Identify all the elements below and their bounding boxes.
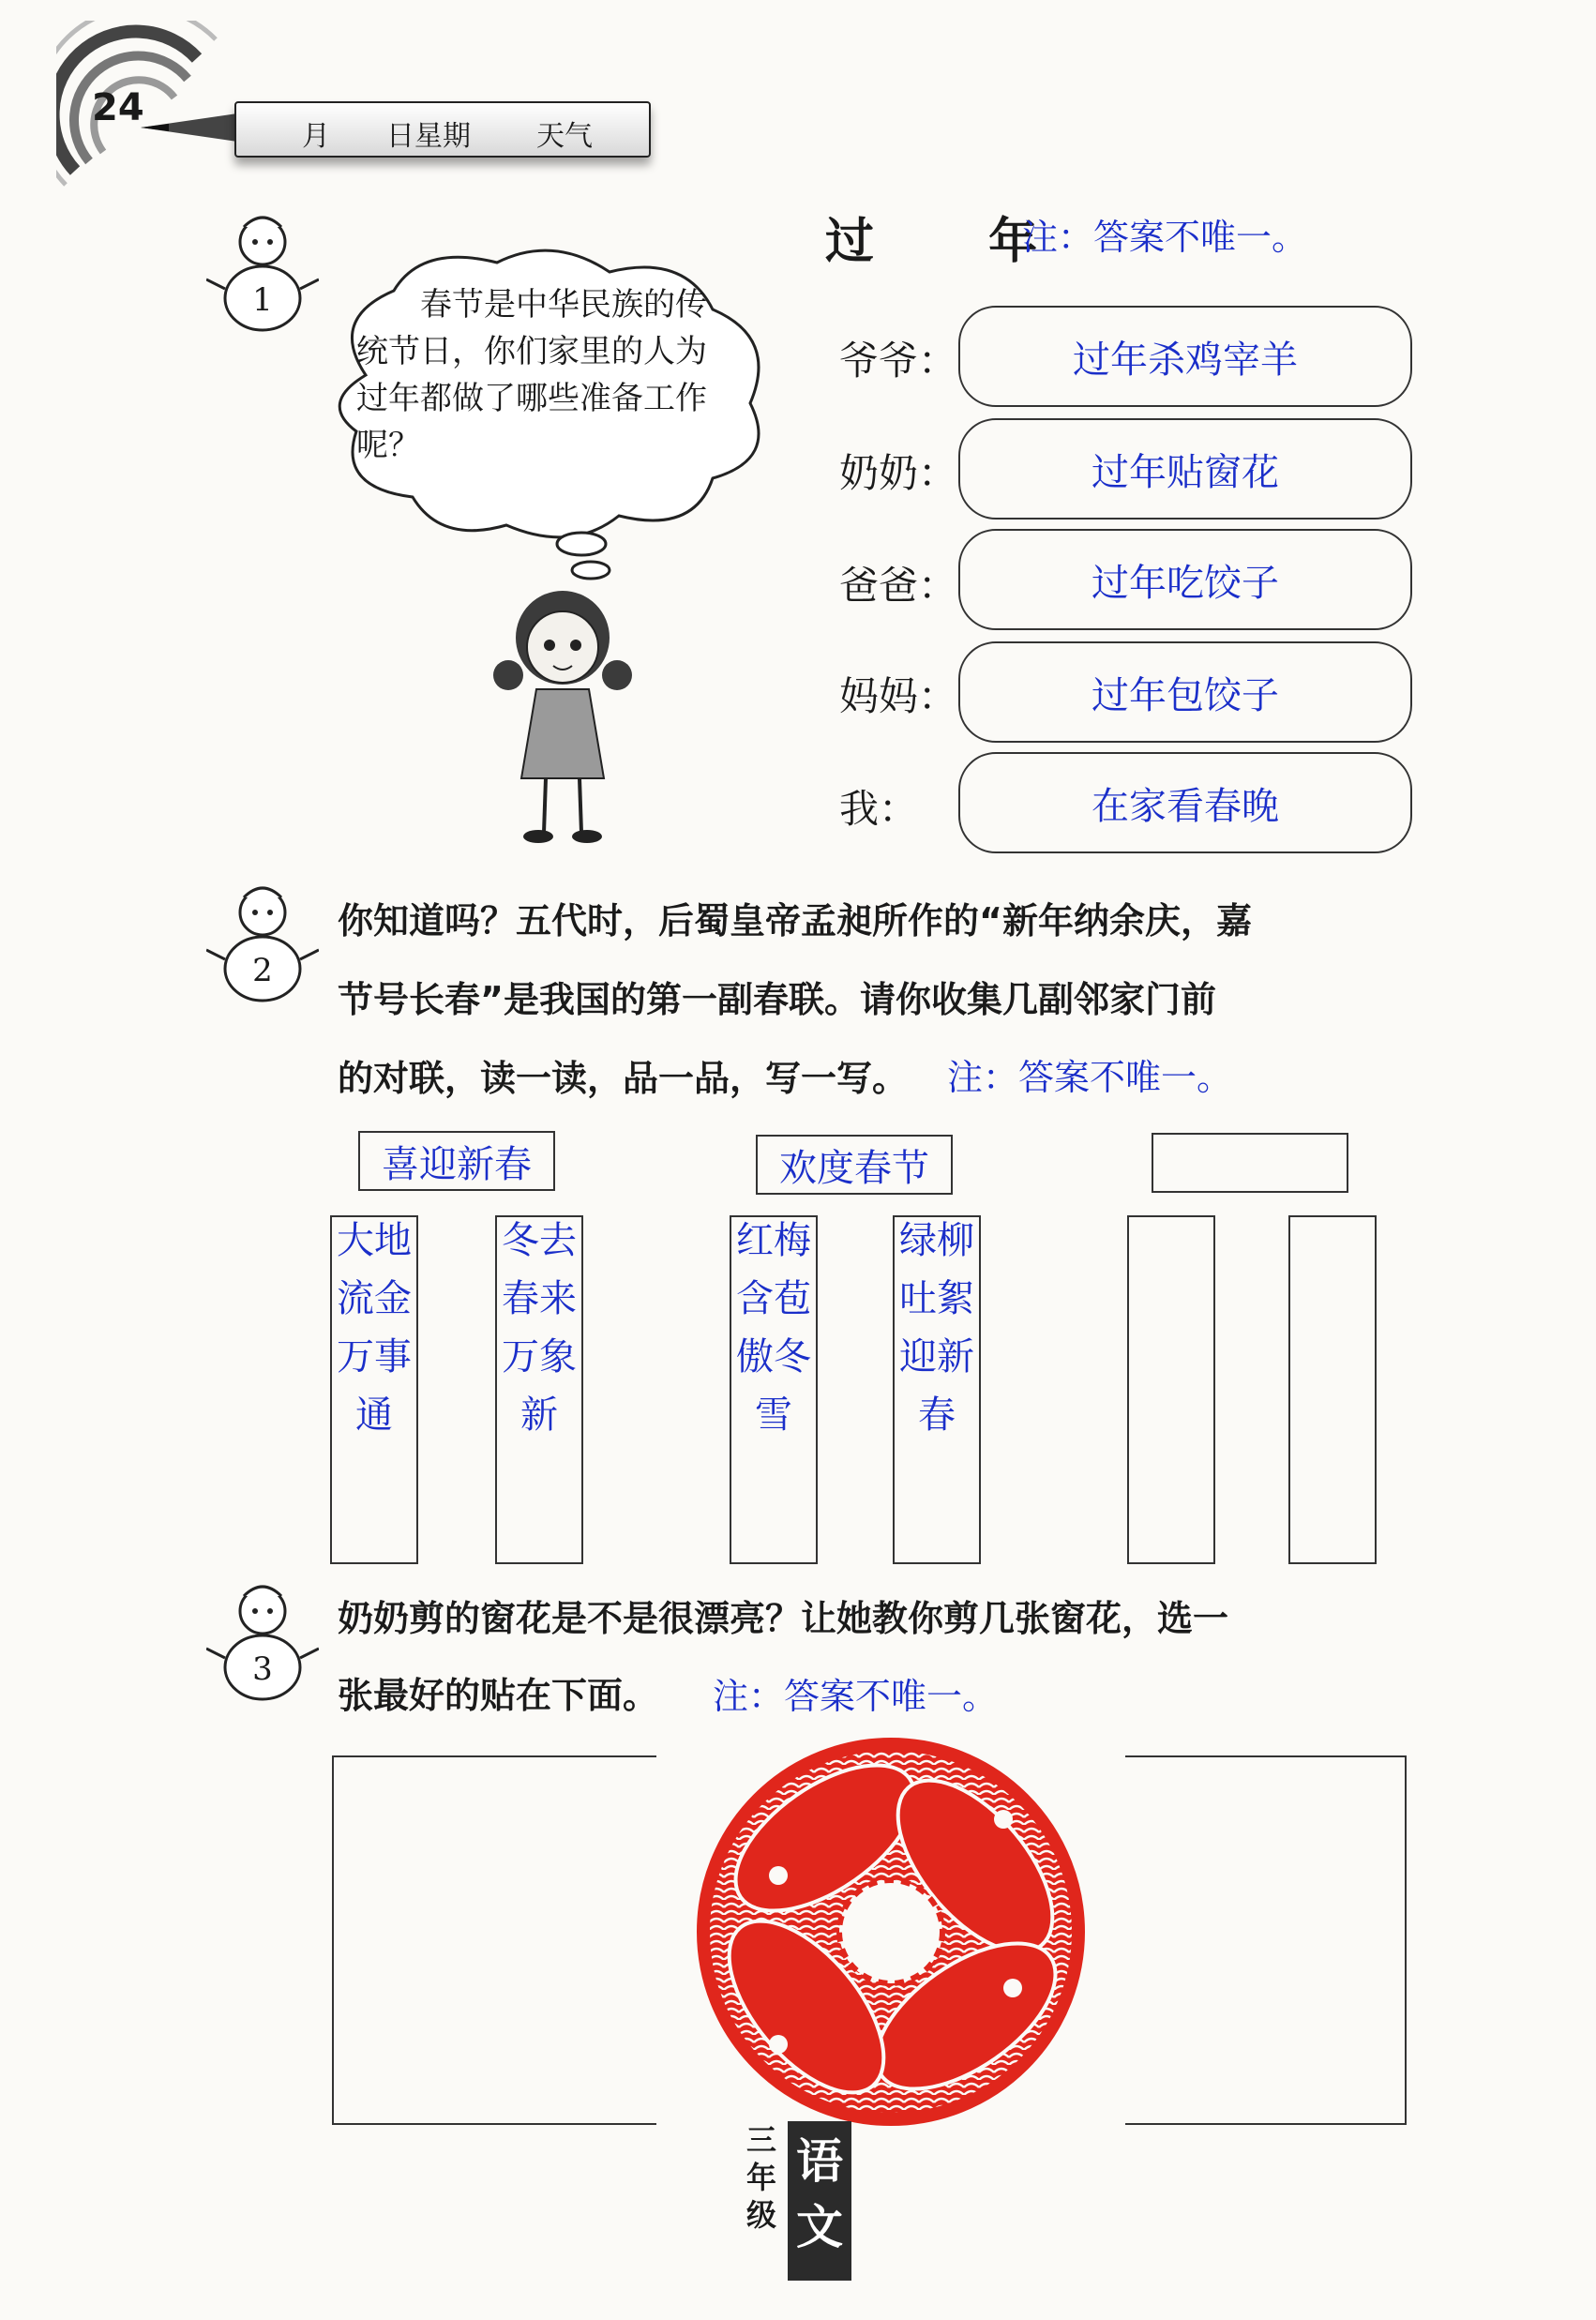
section1-title: 过 年 — [825, 213, 1087, 270]
pencil-tip-icon — [141, 111, 244, 144]
label-dad: 爸爸： — [839, 563, 958, 609]
couplet-1-right: 冬去春来万象新 — [502, 1219, 577, 1437]
girl-illustration-icon — [488, 581, 638, 853]
date-weather-bar — [234, 101, 651, 158]
snowman-marker-3 — [206, 1575, 319, 1707]
section-number: 2 — [252, 952, 273, 989]
section-number: 1 — [252, 281, 273, 319]
answer-dad: 过年吃饺子 — [958, 529, 1412, 630]
hengpi-3 — [1152, 1133, 1348, 1193]
day-weekday-label: 日星期 — [386, 120, 471, 153]
hengpi-1: 喜迎新春 — [358, 1131, 555, 1191]
snowman-marker-1 — [206, 206, 319, 338]
answer-mom: 过年包饺子 — [958, 641, 1412, 743]
section3-line2: 张最好的贴在下面。 — [338, 1675, 659, 1716]
couplet-box-blank — [1288, 1215, 1377, 1564]
label-me: 我： — [839, 786, 919, 832]
couplet-box-blank — [1127, 1215, 1215, 1564]
label-mom: 妈妈： — [839, 673, 958, 719]
answer-grandma: 过年贴窗花 — [958, 418, 1412, 520]
section2-line1: 你知道吗？五代时，后蜀皇帝孟昶所作的“新年纳余庆，嘉 — [338, 900, 1252, 942]
couplet-2-left: 红梅含苞傲冬雪 — [736, 1219, 811, 1437]
section3-line1: 奶奶剪的窗花是不是很漂亮？让她教你剪几张窗花，选一 — [338, 1598, 1229, 1639]
section-number: 3 — [252, 1650, 273, 1688]
label-grandma: 奶奶： — [839, 450, 958, 496]
answer-me: 在家看春晚 — [958, 752, 1412, 853]
couplet-1-left: 大地流金万事通 — [337, 1219, 412, 1437]
section1-note: 注：答案不唯一。 — [1022, 217, 1308, 258]
weather-label: 天气 — [536, 120, 593, 153]
couplet-2-right: 绿柳吐絮迎新春 — [899, 1219, 974, 1437]
footer-subject-tab: 语文 — [788, 2121, 851, 2281]
label-grandpa: 爷爷： — [839, 338, 958, 384]
hengpi-2: 欢度春节 — [756, 1135, 953, 1195]
section2-note: 注：答案不唯一。 — [947, 1057, 1233, 1098]
fish-papercut-icon — [694, 1735, 1088, 2129]
footer-grade: 三年级 — [746, 2122, 777, 2233]
month-label: 月 — [302, 120, 330, 153]
answer-grandpa: 过年杀鸡宰羊 — [958, 306, 1412, 407]
page-number: 24 — [92, 86, 144, 129]
section2-line2: 节号长春”是我国的第一副春联。请你收集几副邻家门前 — [338, 979, 1216, 1020]
thought-bubble-text: 春节是中华民族的传统节日，你们家里的人为过年都做了哪些准备工作呢？ — [356, 286, 707, 464]
section3-note: 注：答案不唯一。 — [713, 1676, 999, 1717]
section2-line3: 的对联，读一读，品一品，写一写。 — [338, 1058, 909, 1099]
snowman-marker-2 — [206, 877, 319, 1008]
